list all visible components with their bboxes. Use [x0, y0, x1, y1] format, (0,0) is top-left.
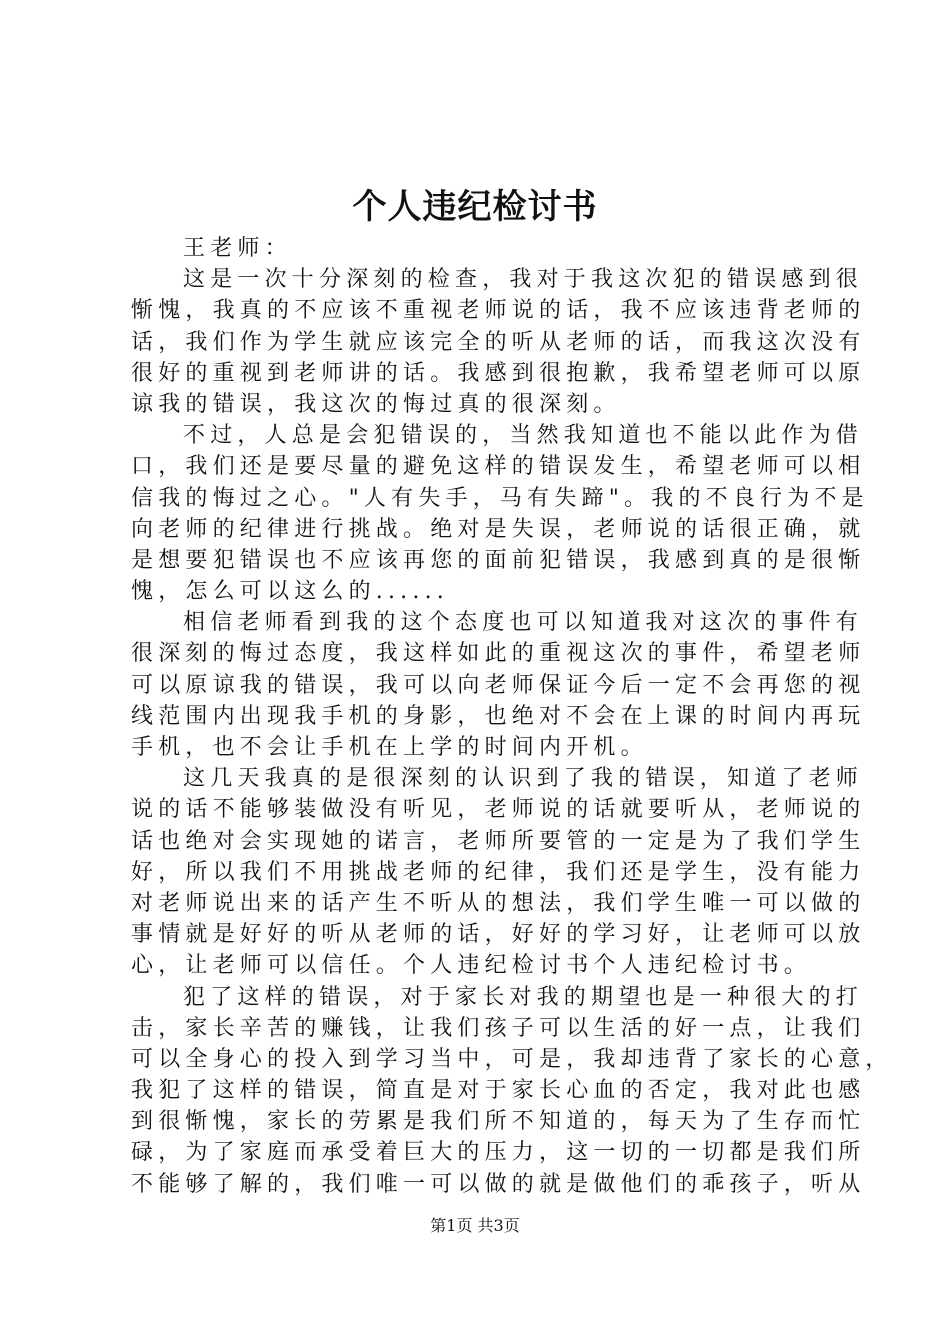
text-line: 对老师说出来的话产生不听从的想法，我们学生唯一可以做的 — [131, 890, 866, 916]
text-line: 话也绝对会实现她的诺言，老师所要管的一定是为了我们学生 — [131, 828, 866, 854]
text-line: 这是一次十分深刻的检查，我对于我这次犯的错误感到很 — [183, 267, 864, 293]
text-line: 手机，也不会让手机在上学的时间内开机。 — [131, 735, 648, 760]
text-line: 谅我的错误，我这次的悔过真的很深刻。 — [131, 391, 621, 417]
text-line: 线范围内出现我手机的身影，也绝对不会在上课的时间内再玩 — [131, 703, 866, 729]
text-line: 不能够了解的，我们唯一可以做的就是做他们的乖孩子，听从 — [131, 1171, 866, 1197]
text-line: 到很惭愧，家长的劳累是我们所不知道的，每天为了生存而忙 — [131, 1109, 866, 1135]
text-line: 向老师的纪律进行挑战。绝对是失误，老师说的话很正确，就 — [131, 516, 866, 542]
document-body — [131, 233, 893, 1200]
text-line: 好，所以我们不用挑战老师的纪律，我们还是学生，没有能力 — [131, 859, 866, 885]
text-line: 可以全身心的投入到学习当中，可是，我却违背了家长的心意， — [131, 1046, 893, 1072]
text-line: 击，家长辛苦的赚钱，让我们孩子可以生活的好一点，让我们 — [131, 1015, 866, 1041]
page-number-footer: 第1页 共3页 — [430, 1216, 520, 1235]
text-line: 愧，怎么可以这么的...... — [131, 579, 449, 605]
text-line: 信我的悔过之心。"人有失手，马有失蹄"。我的不良行为不是 — [131, 485, 869, 511]
text-line: 事情就是好好的听从老师的话，好好的学习好，让老师可以放 — [131, 922, 866, 948]
text-line: 可以原谅我的错误，我可以向老师保证今后一定不会再您的视 — [131, 672, 866, 698]
text-line: 很深刻的悔过态度，我这样如此的重视这次的事件，希望老师 — [131, 641, 866, 667]
text-line: 很好的重视到老师讲的话。我感到很抱歉，我希望老师可以原 — [131, 360, 866, 386]
text-line: 碌，为了家庭而承受着巨大的压力，这一切的一切都是我们所 — [131, 1140, 866, 1166]
salutation: 王老师： — [183, 236, 292, 261]
text-line: 犯了这样的错误，对于家长对我的期望也是一种很大的打 — [183, 984, 864, 1010]
text-line: 是想要犯错误也不应该再您的面前犯错误，我感到真的是很惭 — [131, 547, 866, 573]
text-line: 心，让老师可以信任。个人违纪检讨书个人违纪检讨书。 — [131, 953, 812, 979]
text-line: 这几天我真的是很深刻的认识到了我的错误，知道了老师 — [183, 766, 864, 792]
text-line: 口，我们还是要尽量的避免这样的错误发生，希望老师可以相 — [131, 454, 866, 480]
text-line: 相信老师看到我的这个态度也可以知道我对这次的事件有 — [183, 610, 864, 636]
text-line: 我犯了这样的错误，简直是对于家长心血的否定，我对此也感 — [131, 1078, 866, 1104]
text-line: 惭愧，我真的不应该不重视老师说的话，我不应该违背老师的 — [131, 298, 866, 324]
text-line: 说的话不能够装做没有听见，老师说的话就要听从，老师说的 — [131, 797, 866, 823]
text-line: 不过，人总是会犯错误的，当然我知道也不能以此作为借 — [183, 423, 864, 449]
text-line: 话，我们作为学生就应该完全的听从老师的话，而我这次没有 — [131, 329, 866, 355]
page-title: 个人违纪检讨书 — [352, 187, 598, 227]
